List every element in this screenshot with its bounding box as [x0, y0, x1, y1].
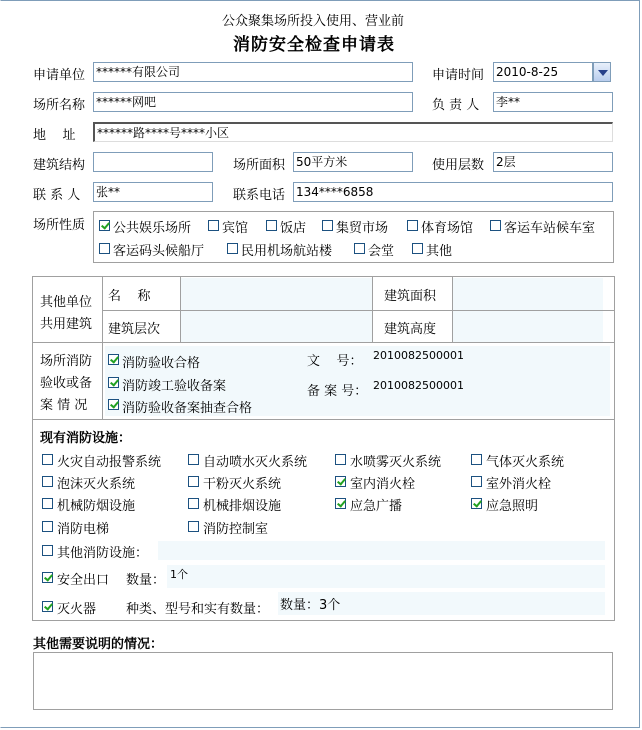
facility-checkbox[interactable]: [188, 498, 199, 509]
facility-checkbox[interactable]: [335, 498, 346, 509]
facility-label: 机械防烟设施: [57, 499, 136, 514]
area-input[interactable]: 50平方米: [293, 152, 413, 172]
facility-checkbox[interactable]: [188, 521, 199, 532]
facility-checkbox[interactable]: [471, 454, 482, 465]
exit-qty-value: 1个: [170, 568, 188, 581]
address-input[interactable]: ******路****号****小区: [93, 122, 613, 142]
acceptance-item-label: 消防验收合格: [122, 356, 201, 371]
divider: [102, 343, 103, 419]
shared-floors-input[interactable]: [181, 311, 372, 342]
floor-input[interactable]: 2层: [493, 152, 613, 172]
contact-label: 联 系 人: [33, 188, 81, 203]
exit-label: 安全出口: [57, 573, 110, 588]
address-label: 地 址: [33, 128, 76, 143]
acceptance-checkbox[interactable]: [108, 354, 119, 365]
divider: [33, 419, 614, 420]
facility-label: 机械排烟设施: [203, 499, 282, 514]
divider: [372, 277, 373, 342]
nature-option-label: 客运车站候车室: [504, 221, 596, 236]
other-facility-input[interactable]: [158, 541, 605, 560]
nature-checkbox[interactable]: [266, 220, 277, 231]
responsible-input[interactable]: 李**: [493, 92, 613, 112]
floor-label: 使用层数: [432, 158, 485, 173]
facility-checkbox[interactable]: [471, 498, 482, 509]
record-no-value[interactable]: 2010082500001: [373, 379, 464, 392]
facility-checkbox[interactable]: [188, 454, 199, 465]
nature-checkbox[interactable]: [412, 243, 423, 254]
apply-time-input[interactable]: 2010-8-25: [493, 62, 593, 82]
extinguisher-kind-label: 种类、型号和实有数量：: [126, 602, 270, 617]
acceptance-label: 验收或备: [40, 376, 93, 391]
extinguisher-checkbox[interactable]: [42, 601, 53, 612]
shared-height-input[interactable]: [453, 311, 603, 342]
nature-checkbox[interactable]: [322, 220, 333, 231]
shared-area-label: 建筑面积: [384, 289, 437, 304]
shared-name-label: 名 称: [108, 289, 151, 304]
responsible-label: 负 责 人: [432, 98, 480, 113]
structure-input[interactable]: [93, 152, 213, 172]
notes-heading: 其他需要说明的情况：: [33, 637, 164, 652]
facility-label: 应急广播: [350, 499, 403, 514]
facilities-heading: 现有消防设施：: [40, 431, 132, 446]
facility-label: 火灾自动报警系统: [57, 455, 162, 470]
other-facility-checkbox[interactable]: [42, 545, 53, 556]
nature-label: 场所性质: [33, 218, 86, 233]
apply-unit-input[interactable]: ******有限公司: [93, 62, 413, 82]
nature-option-label: 体育场馆: [421, 221, 474, 236]
nature-option-label: 饭店: [280, 221, 307, 236]
nature-checkbox[interactable]: [208, 220, 219, 231]
acceptance-label: 场所消防: [40, 354, 93, 369]
area-label: 场所面积: [233, 158, 286, 173]
facility-label: 干粉灭火系统: [203, 477, 282, 492]
nature-option-label: 宾馆: [222, 221, 249, 236]
contact-input[interactable]: 张**: [93, 182, 213, 202]
nature-checkbox[interactable]: [407, 220, 418, 231]
nature-group: [93, 211, 614, 263]
facility-checkbox[interactable]: [42, 521, 53, 532]
phone-input[interactable]: 134****6858: [293, 182, 613, 202]
facility-label: 室内消火栓: [350, 477, 416, 492]
form-title: 消防安全检查申请表: [233, 35, 395, 55]
facility-label: 水喷雾灭火系统: [350, 455, 442, 470]
nature-option-label: 客运码头候船厅: [113, 244, 205, 259]
nature-checkbox[interactable]: [99, 220, 110, 231]
nature-option-label: 民用机场航站楼: [241, 244, 333, 259]
notes-textarea[interactable]: [33, 652, 613, 710]
exit-checkbox[interactable]: [42, 572, 53, 583]
shared-label: 其他单位: [40, 295, 93, 310]
facility-label: 消防电梯: [57, 522, 110, 537]
nature-option-label: 公共娱乐场所: [113, 221, 192, 236]
venue-name-input[interactable]: ******网吧: [93, 92, 413, 112]
date-dropdown-button[interactable]: [593, 62, 611, 82]
form-subtitle: 公众聚集场所投入使用、营业前: [222, 14, 405, 29]
nature-checkbox[interactable]: [227, 243, 238, 254]
facility-label: 自动喷水灭火系统: [203, 455, 308, 470]
facility-label: 泡沫灭火系统: [57, 477, 136, 492]
structure-label: 建筑结构: [33, 158, 86, 173]
exit-qty-label: 数量：: [126, 573, 166, 588]
divider: [33, 342, 614, 343]
shared-area-input[interactable]: [453, 278, 603, 310]
acceptance-item-label: 消防竣工验收备案: [122, 379, 227, 394]
doc-no-label: 文 号：: [307, 354, 363, 369]
nature-option-label: 集贸市场: [336, 221, 389, 236]
nature-option-label: 其他: [426, 244, 453, 259]
facility-checkbox[interactable]: [335, 476, 346, 487]
acceptance-item-label: 消防验收备案抽查合格: [122, 401, 253, 416]
facility-label: 室外消火栓: [486, 477, 552, 492]
record-no-label: 备 案 号：: [307, 384, 368, 399]
acceptance-checkbox[interactable]: [108, 377, 119, 388]
facility-checkbox[interactable]: [471, 476, 482, 487]
shared-label: 共用建筑: [40, 317, 93, 332]
facility-label: 气体灭火系统: [486, 455, 565, 470]
exit-qty-field[interactable]: [167, 565, 605, 588]
shared-height-label: 建筑高度: [384, 322, 437, 337]
nature-checkbox[interactable]: [99, 243, 110, 254]
facility-label: 应急照明: [486, 499, 539, 514]
nature-checkbox[interactable]: [490, 220, 501, 231]
extinguisher-qty-value: 数量：3个: [280, 598, 341, 613]
venue-name-label: 场所名称: [33, 98, 86, 113]
facility-label: 消防控制室: [203, 522, 269, 537]
acceptance-label: 案 情 况: [40, 398, 88, 413]
apply-time-label: 申请时间: [432, 68, 485, 83]
apply-unit-label: 申请单位: [33, 68, 86, 83]
shared-floors-label: 建筑层次: [108, 322, 161, 337]
nature-option-label: 会堂: [368, 244, 395, 259]
facility-checkbox[interactable]: [42, 454, 53, 465]
acceptance-checkbox[interactable]: [108, 399, 119, 410]
shared-name-input[interactable]: [181, 278, 372, 310]
extinguisher-label: 灭火器: [57, 602, 97, 617]
facility-checkbox[interactable]: [42, 476, 53, 487]
other-facility-label: 其他消防设施：: [57, 546, 149, 561]
facility-checkbox[interactable]: [42, 498, 53, 509]
facility-checkbox[interactable]: [335, 454, 346, 465]
doc-no-value[interactable]: 2010082500001: [373, 349, 464, 362]
facility-checkbox[interactable]: [188, 476, 199, 487]
nature-checkbox[interactable]: [354, 243, 365, 254]
phone-label: 联系电话: [233, 188, 286, 203]
